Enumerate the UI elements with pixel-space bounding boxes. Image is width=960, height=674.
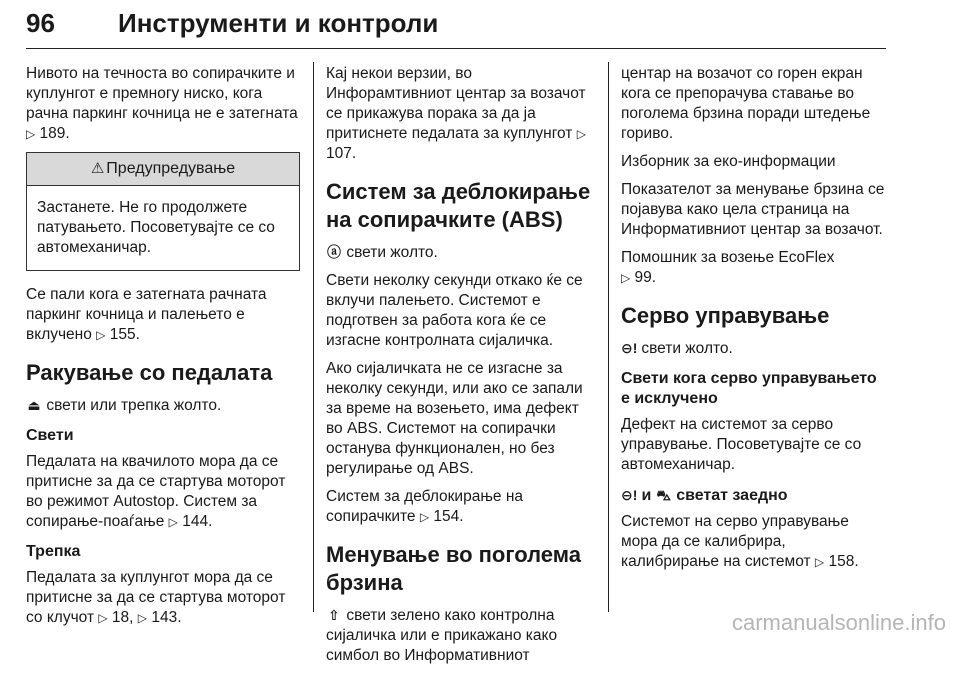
column-2 <box>326 64 599 674</box>
header-divider <box>26 48 886 49</box>
warning-text: Застанете. Не го продолжете патувањето. Посоветувајте се со автомеханичар. <box>37 199 275 256</box>
page-reference[interactable]: 144. <box>182 513 213 530</box>
page-reference[interactable]: 155. <box>109 326 140 343</box>
ref-arrow-icon: ▷ <box>621 271 631 285</box>
paragraph: Помошник за возење EcoFlex ▷ 99. <box>621 249 835 286</box>
paragraph: Педалата за куплунгот мора да се притисне за да се стартува моторот со клучот ▷ 18, ▷ 143. <box>26 569 286 626</box>
page-reference[interactable]: 18, <box>111 609 134 626</box>
page-reference[interactable]: 99. <box>634 269 657 286</box>
ref-arrow-icon: ▷ <box>168 515 178 529</box>
paragraph: Системот на серво управување мора да се калибрира, калибрирање на системот ▷ 158. <box>621 513 859 570</box>
paragraph: Показателот за менување брзина се појавува како цела страница на Информативниот центар за возачот. <box>621 181 885 238</box>
ref-arrow-icon: ▷ <box>26 127 36 141</box>
page-reference[interactable]: 107. <box>326 145 357 162</box>
page-reference[interactable]: 189. <box>39 125 70 142</box>
column-3 <box>621 64 886 580</box>
ref-arrow-icon: ▷ <box>98 611 108 625</box>
page-reference[interactable]: 158. <box>828 553 859 570</box>
section-heading-servo: Серво управување <box>621 303 830 328</box>
subheading-servo-both: ⊖! и ⛍ светат заедно <box>621 487 788 504</box>
paragraph: ⓐ свети жолто. <box>327 244 438 261</box>
subheading-flash: Трепка <box>26 543 81 560</box>
ref-arrow-icon: ▷ <box>137 611 148 625</box>
ref-arrow-icon: ▷ <box>814 555 825 569</box>
subheading-servo-off: Свети кога серво управувањето е исклучено <box>621 370 877 407</box>
page-number: 96 <box>26 8 55 38</box>
page-reference[interactable]: 154. <box>433 508 464 525</box>
paragraph: Дефект на системот за серво управување. Посоветувајте се со автомеханичар. <box>621 416 862 473</box>
paragraph: ⇧ свети зелено како контролна сијаличка или е прикажано како симбол во Информативниот <box>326 607 558 664</box>
paragraph: Ако сијаличката не се изгасне за неколку секунди, или ако се запали за време на возењето, има дефект во ABS. Системот на сопирачки останува функционален, но без регулирање од ABS. <box>326 360 583 477</box>
page-header <box>26 6 886 46</box>
section-heading-clutch: Ракување со педалата <box>26 360 273 385</box>
servo-warning-icon: ⊖! <box>621 487 638 503</box>
paragraph: Педалата на квачилото мора да се притисне за да се стартува моторот во режимот Autostop. Систем за сопирање-поаѓање ▷ 144. <box>26 453 286 530</box>
gear-up-icon: ⇧ <box>328 607 340 623</box>
watermark: carmanualsonline.info <box>731 610 946 635</box>
paragraph: Свети неколку секунди откако ќе се вклучи палењето. Системот е подготвен за работа кога ќе се изгасне контролната сијаличка. <box>326 272 583 349</box>
warning-triangle-icon: ⚠ <box>90 160 105 177</box>
section-heading-gear-shift: Менување во поголема брзина <box>326 542 581 595</box>
steering-wheel-icon: ⛍ <box>656 487 671 503</box>
paragraph: центар на возачот со горен екран кога се препорачува ставање во поголема брзина поради штедење гориво. <box>621 65 871 142</box>
ref-arrow-icon: ▷ <box>96 328 106 342</box>
chapter-title: Инструменти и контроли <box>118 8 439 38</box>
warning-box <box>26 152 300 271</box>
paragraph: Изборник за еко-информации <box>621 153 836 170</box>
warning-title: Предупредување <box>106 160 236 177</box>
paragraph: Систем за деблокирање на сопирачките ▷ 154. <box>326 488 524 525</box>
paragraph: Нивото на течноста во сопирачките и куплунгот е премногу ниско, кога рачна паркинг кочница не е затегната ▷ 189. <box>26 65 298 142</box>
column-divider <box>313 62 314 612</box>
paragraph: ⊖! свети жолто. <box>621 340 733 357</box>
subheading-lit: Свети <box>26 427 74 444</box>
page-reference[interactable]: 143. <box>151 609 182 626</box>
warning-header <box>27 153 299 186</box>
ref-arrow-icon: ▷ <box>419 510 430 524</box>
section-heading-abs: Систем за деблокирање на сопирачките (ABS) <box>326 179 591 232</box>
paragraph: Кај некои верзии, во Инфорамтивниот центар за возачот се прикажува порака за да ја притиснете педалата за куплунгот ▷ 107. <box>326 65 586 162</box>
column-1 <box>26 64 300 636</box>
abs-icon: ⓐ <box>327 244 341 260</box>
servo-warning-icon: ⊖! <box>621 340 638 356</box>
column-divider <box>608 62 609 612</box>
ref-arrow-icon: ▷ <box>576 127 586 141</box>
paragraph: Се пали кога е затегната рачната паркинг кочница и палењето е вклучено ▷ 155. <box>26 286 267 343</box>
paragraph: ⏏ свети или трепка жолто. <box>27 397 222 414</box>
clutch-icon: ⏏ <box>27 397 41 413</box>
